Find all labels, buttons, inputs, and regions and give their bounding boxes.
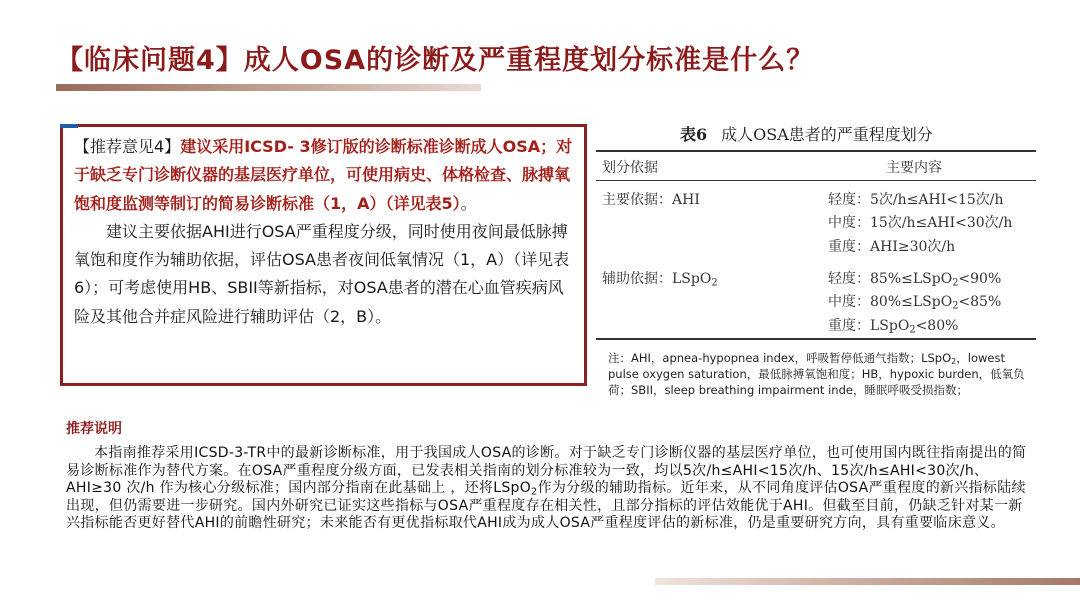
table-row-lspo2-basis: 辅助依据：LSpO$_2$	[602, 271, 718, 289]
table-cell: 重度：AHI≥30次/h	[828, 239, 956, 255]
box-corner-accent	[60, 124, 78, 128]
table-rule-top	[596, 150, 1036, 152]
table-header-basis: 划分依据	[602, 160, 658, 176]
table-cell: 中度：80%≤LSpO$_2$<85%	[828, 294, 1002, 312]
table-rule-mid	[596, 180, 1036, 181]
title-underline	[56, 84, 481, 91]
table-caption	[680, 122, 933, 145]
table-caption-text: 成人OSA患者的严重程度划分	[721, 125, 933, 144]
recommendation-highlight: 建议采用ICSD- 3修订版的诊断标准诊断成人OSA；对于缺乏专门诊断仪器的基层医疗单位，可使用病史、体格检查、脉搏氧饱和度监测等制订的简易诊断标准（1，A）（详见表5）	[74, 137, 573, 213]
table-rule-bottom	[596, 338, 1036, 340]
explanation-heading: 推荐说明	[66, 421, 122, 437]
explanation-text: 本指南推荐采用ICSD-3-TR中的最新诊断标准，用于我国成人OSA的诊断。对于缺乏专门诊断仪器的基层医疗单位，也可使用国内既往指南提出的简易诊断标准作为替代方案。在OSA严重程度分级方面，已发表相关指南的划分标准较为一致，均以5次/h≤AHI<15次/h、15次/h≤AHI<30次/h、AHI≥30 次/h 作为核心分级标准；国内部分指南在此基础上 ，还将LSpO$_2$作为分级的辅助指标。近年来，从不同角度评估OSA严重程度的新兴指标陆续出现，但仍需要进一步研究。国内外研究已证实这些指标与OSA严重程度存在相关性，且部分指标的评估效能优于AHI。但截至目前，仍缺乏针对某一新兴指标能否更好替代AHI的前瞻性研究；未来能否有更优指标取代AHI成为成人OSA严重程度评估的新标准，仍是重要研究方向，具有重要临床意义。	[66, 445, 1027, 531]
bottom-decoration-bar	[655, 578, 1080, 585]
table-cell: 中度：15次/h≤AHI<30次/h	[828, 215, 1013, 231]
table-note: 注：AHI，apnea-hypopnea index，呼吸暂停低通气指数；LSpO$_2$，lowest pulse oxygen saturation，最低脉搏氧饱和度；HB，hypoxic burden，低氧负荷；SBII，sleep breathing impairment inde，睡眠呼吸受损指数；	[608, 351, 1025, 397]
recommendation-label: 【推荐意见4】	[74, 137, 181, 156]
recommendation-end: 。	[460, 193, 477, 213]
table-cell: 重度：LSpO$_2$<80%	[828, 318, 959, 336]
recommendation-text	[74, 133, 579, 331]
table-cell: 轻度：85%≤LSpO$_2$<90%	[828, 271, 1002, 289]
recommendation-body: 建议主要依据AHI进行OSA严重程度分级，同时使用夜间最低脉搏氧饱和度作为辅助依据，评估OSA患者夜间低氧情况（1，A）（详见表6）；可考虑使用HB、SBII等新指标，对OSA患者的潜在心血管疾病风险及其他合并症风险进行辅助评估（2，B）。	[74, 221, 570, 326]
table-number: 表6	[680, 125, 708, 144]
table-cell: 轻度：5次/h≤AHI<15次/h	[828, 192, 1004, 208]
table-row-ahi-basis: 主要依据：AHI	[602, 192, 700, 208]
page-title: 【临床问题4】成人OSA的诊断及严重程度划分标准是什么？	[56, 45, 815, 76]
table-header-content: 主要内容	[886, 160, 942, 176]
